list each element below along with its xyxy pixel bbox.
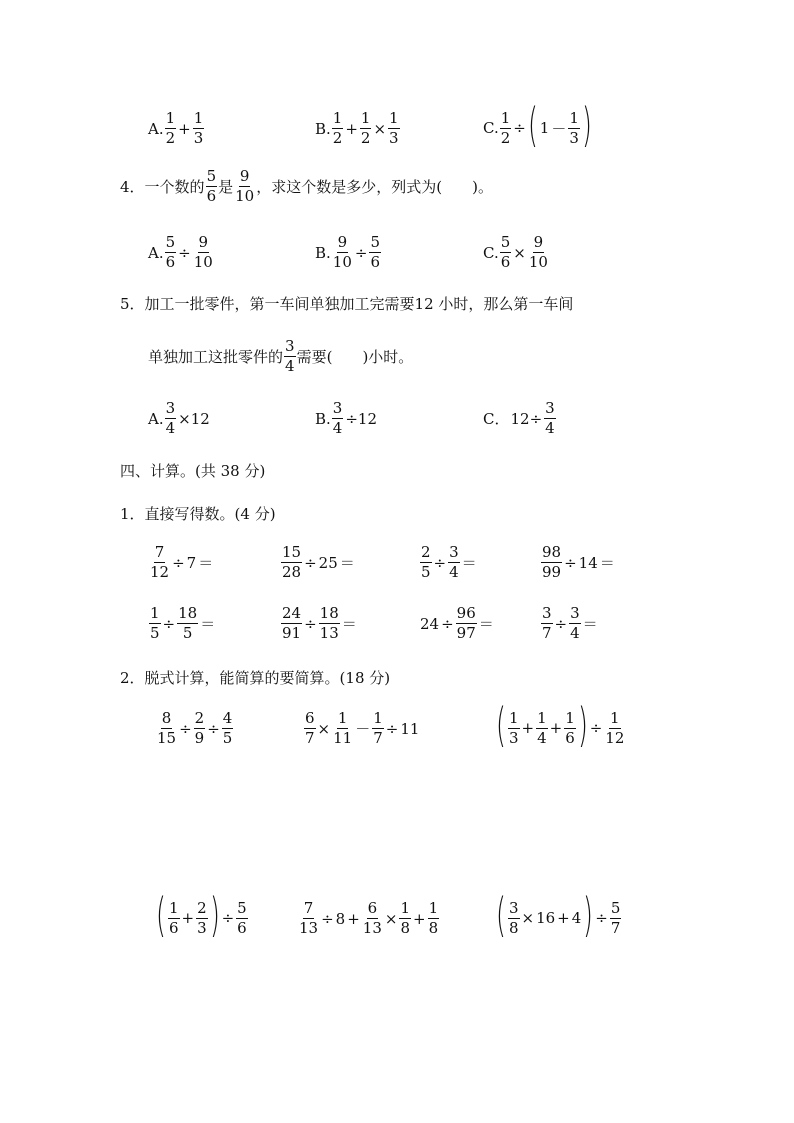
- plus-sign: +: [347, 909, 360, 928]
- times-sign: ×: [384, 909, 398, 928]
- divide-sign: ÷: [179, 719, 192, 738]
- question-text: 单独加工这批零件的: [148, 347, 284, 366]
- divide-sign: ÷: [513, 119, 526, 137]
- fraction: [196, 900, 208, 937]
- denominator: 10: [528, 253, 548, 271]
- numerator: 1: [332, 109, 343, 127]
- denominator: 4: [165, 419, 176, 437]
- plus-sign: +: [557, 909, 570, 927]
- plus-sign: +: [181, 909, 195, 927]
- fraction: [222, 710, 234, 747]
- fraction: [149, 605, 161, 642]
- numerator: 3: [542, 604, 552, 622]
- option-label: A.: [148, 119, 164, 138]
- numerator: 1: [569, 108, 579, 127]
- numerator: 5: [610, 898, 621, 917]
- denominator: 13: [319, 624, 339, 642]
- expression-tail: ×12: [178, 409, 210, 428]
- numerator: 3: [332, 399, 343, 417]
- part-title-text: 1．直接写得数。(4 分): [120, 505, 276, 523]
- calc-3: [495, 698, 626, 752]
- equals-sign: ＝: [200, 615, 216, 633]
- denominator: 2: [360, 129, 371, 147]
- q5-option-c: [483, 400, 557, 437]
- right-paren: ): [577, 698, 588, 752]
- denominator: 28: [282, 563, 302, 581]
- fraction: [332, 400, 344, 437]
- denominator: 3: [569, 128, 579, 147]
- part-title-text: 2．脱式计算，能简算的要简算。(18 分): [120, 669, 391, 687]
- fraction: [604, 710, 625, 747]
- fraction: [372, 710, 384, 747]
- number: 8: [335, 909, 346, 928]
- question-text: )小时。: [362, 347, 414, 366]
- divide-sign: ÷: [207, 719, 220, 738]
- numerator: 3: [285, 337, 295, 355]
- left-paren: (: [527, 98, 538, 152]
- numerator: 18: [319, 604, 339, 622]
- denominator: 3: [389, 129, 399, 147]
- number: 25: [318, 553, 338, 572]
- fraction: [332, 110, 344, 147]
- numerator: 5: [206, 167, 217, 185]
- equals-sign: ＝: [461, 554, 477, 572]
- q3-option-b: [315, 110, 401, 147]
- mental-math-4: [540, 544, 616, 581]
- denominator: 91: [282, 624, 302, 642]
- fraction: [541, 544, 562, 581]
- section-title-text: 四、计算。(共 38 分): [120, 462, 266, 480]
- denominator: 99: [542, 563, 562, 581]
- fraction: [193, 234, 214, 271]
- fraction: [332, 234, 353, 271]
- option-label: A.: [148, 243, 164, 262]
- numerator: 18: [178, 604, 198, 622]
- numerator: 1: [610, 708, 620, 727]
- divide-sign: ÷: [554, 614, 568, 633]
- denominator: 6: [237, 918, 247, 937]
- left-paren: (: [496, 888, 506, 942]
- option-label: C.: [483, 243, 499, 262]
- number: 7: [186, 553, 197, 572]
- divide-sign: ÷: [385, 719, 399, 738]
- fraction: [610, 900, 622, 937]
- numerator: 9: [337, 233, 348, 251]
- fraction: [156, 710, 177, 747]
- fraction: [388, 110, 400, 147]
- equals-sign: ＝: [198, 554, 214, 572]
- denominator: 4: [545, 419, 555, 437]
- numerator: 1: [360, 109, 371, 127]
- numerator: 6: [305, 709, 315, 727]
- option-label: C.: [483, 119, 499, 137]
- fraction: [428, 900, 440, 937]
- divide-sign: ÷: [564, 553, 577, 572]
- plus-sign: +: [549, 719, 563, 737]
- question-number: 5．: [120, 295, 145, 313]
- plus-sign: +: [413, 909, 426, 928]
- question-text: 需要(: [296, 347, 333, 366]
- denominator: 7: [610, 918, 621, 937]
- fraction: [564, 710, 576, 747]
- q4-option-c: [483, 234, 550, 271]
- right-paren: ): [583, 888, 594, 942]
- numerator: 1: [400, 899, 411, 917]
- divide-sign: ÷: [304, 553, 317, 572]
- equals-sign: ＝: [478, 615, 494, 633]
- mental-math-1: [148, 544, 214, 581]
- divide-sign: ÷: [354, 243, 368, 262]
- option-label: B.: [315, 119, 331, 138]
- question-text: 是: [218, 177, 234, 196]
- numerator: 9: [239, 167, 250, 185]
- fraction: [508, 900, 520, 937]
- denominator: 4: [285, 357, 295, 375]
- equals-sign: ＝: [582, 615, 598, 633]
- numerator: 3: [570, 604, 580, 622]
- question-text: ，求这个数是多少，列式为(: [256, 177, 443, 196]
- expression-head: 12÷: [510, 409, 543, 428]
- fraction: [206, 168, 218, 205]
- right-paren: ): [209, 888, 220, 942]
- calc-1: [155, 710, 234, 747]
- denominator: 5: [222, 729, 233, 747]
- fraction: [281, 605, 302, 642]
- numerator: 1: [337, 709, 348, 727]
- numerator: 8: [161, 709, 172, 727]
- option-label: B.: [315, 243, 331, 262]
- denominator: 6: [500, 253, 511, 271]
- number: 1: [539, 119, 550, 137]
- numerator: 2: [197, 898, 207, 917]
- denominator: 6: [206, 187, 217, 205]
- option-label: C．: [483, 409, 510, 428]
- numerator: 1: [537, 708, 547, 727]
- denominator: 5: [150, 624, 160, 642]
- fraction: [399, 900, 411, 937]
- left-paren: (: [496, 698, 506, 752]
- fraction: [193, 110, 205, 147]
- fraction: [420, 544, 432, 581]
- fraction: [149, 544, 170, 581]
- q4-option-b: [315, 234, 382, 271]
- calc-4: [155, 888, 249, 942]
- numerator: 3: [165, 399, 176, 417]
- numerator: 2: [421, 543, 431, 561]
- denominator: 10: [332, 253, 352, 271]
- question-text: 加工一批零件，第一车间单独加工完需要12 小时，那么第一车间: [144, 295, 574, 313]
- mental-math-5: [148, 605, 216, 642]
- divide-sign: ÷: [321, 909, 334, 928]
- calc-5: [297, 900, 440, 937]
- part-1-title: [120, 504, 276, 524]
- denominator: 7: [305, 729, 315, 747]
- numerator: 3: [449, 543, 459, 561]
- denominator: 7: [373, 729, 383, 747]
- mental-math-8: [540, 605, 599, 642]
- fraction: [568, 110, 580, 147]
- fraction: [360, 110, 372, 147]
- fraction: [500, 110, 512, 147]
- question-number: 4．: [120, 177, 145, 196]
- fraction: [168, 900, 180, 937]
- times-sign: ×: [373, 119, 387, 138]
- denominator: 3: [193, 129, 204, 147]
- denominator: 2: [500, 128, 511, 147]
- question-5-line-2: [148, 338, 413, 375]
- denominator: 4: [449, 563, 459, 581]
- denominator: 12: [605, 728, 625, 747]
- equals-sign: ＝: [341, 615, 357, 633]
- denominator: 7: [542, 624, 552, 642]
- fraction: [177, 605, 198, 642]
- denominator: 6: [370, 253, 381, 271]
- numerator: 1: [150, 604, 160, 622]
- fraction: [298, 900, 319, 937]
- numerator: 2: [194, 709, 205, 727]
- plus-sign: +: [345, 119, 358, 138]
- numerator: 15: [282, 543, 302, 561]
- times-sign: ×: [317, 719, 331, 738]
- numerator: 7: [154, 543, 165, 561]
- denominator: 6: [168, 918, 179, 937]
- divide-sign: ÷: [433, 553, 447, 572]
- divide-sign: ÷: [162, 614, 176, 633]
- denominator: 10: [193, 253, 213, 271]
- fraction: [544, 400, 556, 437]
- fraction: [165, 110, 177, 147]
- answer-blank[interactable]: [442, 177, 472, 197]
- section-title: [120, 461, 265, 481]
- fraction: [448, 544, 460, 581]
- expression-tail: ÷12: [345, 409, 377, 428]
- numerator: 5: [370, 233, 381, 251]
- calc-6: [495, 888, 622, 942]
- numerator: 9: [198, 233, 209, 251]
- left-paren: (: [156, 888, 166, 942]
- answer-blank[interactable]: [332, 347, 362, 367]
- fraction: [456, 605, 477, 642]
- denominator: 6: [565, 728, 575, 747]
- fraction: [369, 234, 381, 271]
- fraction: [284, 338, 296, 375]
- number: 16: [536, 909, 556, 927]
- question-text: )。: [472, 177, 493, 196]
- numerator: 4: [222, 709, 233, 727]
- denominator: 4: [570, 624, 580, 642]
- number: 24: [420, 614, 440, 633]
- fraction: [234, 168, 255, 205]
- denominator: 5: [421, 563, 431, 581]
- right-paren: ): [581, 98, 592, 152]
- question-5-line-1: [120, 294, 573, 314]
- denominator: 3: [508, 728, 519, 747]
- fraction: [508, 710, 520, 747]
- fraction: [194, 710, 206, 747]
- fraction: [281, 544, 302, 581]
- option-label: A.: [148, 409, 164, 428]
- numerator: 24: [282, 604, 302, 622]
- denominator: 11: [333, 729, 353, 747]
- plus-sign: +: [521, 719, 535, 737]
- numerator: 3: [508, 898, 519, 917]
- divide-sign: ÷: [441, 614, 454, 633]
- divide-sign: ÷: [172, 553, 185, 572]
- question-text: 一个数的: [144, 177, 205, 196]
- denominator: 13: [362, 919, 382, 937]
- number: 14: [578, 553, 598, 572]
- fraction: [304, 710, 316, 747]
- times-sign: ×: [521, 909, 535, 927]
- q3-option-c: [483, 98, 593, 152]
- numerator: 1: [193, 109, 204, 127]
- divide-sign: ÷: [304, 614, 317, 633]
- denominator: 10: [235, 187, 255, 205]
- calc-2: [303, 710, 420, 747]
- divide-sign: ÷: [589, 719, 603, 737]
- denominator: 2: [165, 129, 176, 147]
- minus-sign: －: [355, 720, 371, 738]
- fraction: [236, 900, 248, 937]
- numerator: 1: [508, 708, 519, 727]
- number: 11: [400, 719, 420, 738]
- fraction: [362, 900, 383, 937]
- denominator: 8: [428, 919, 439, 937]
- q4-option-a: [148, 234, 215, 271]
- part-2-title: [120, 668, 390, 688]
- option-label: B.: [315, 409, 331, 428]
- denominator: 8: [400, 919, 411, 937]
- numerator: 1: [373, 709, 383, 727]
- numerator: 5: [165, 233, 176, 251]
- numerator: 1: [428, 899, 439, 917]
- fraction: [528, 234, 549, 271]
- divide-sign: ÷: [178, 243, 191, 262]
- fraction: [332, 710, 353, 747]
- numerator: 5: [237, 898, 247, 917]
- fraction: [541, 605, 553, 642]
- divide-sign: ÷: [221, 909, 235, 927]
- fraction: [165, 400, 177, 437]
- denominator: 15: [157, 729, 177, 747]
- equals-sign: ＝: [339, 554, 355, 572]
- denominator: 9: [194, 729, 205, 747]
- mental-math-7: [419, 605, 495, 642]
- denominator: 13: [299, 919, 319, 937]
- numerator: 1: [165, 109, 176, 127]
- numerator: 1: [168, 898, 179, 917]
- fraction: [569, 605, 581, 642]
- numerator: 9: [533, 233, 544, 251]
- equals-sign: ＝: [599, 554, 615, 572]
- minus-sign: －: [551, 119, 567, 138]
- question-4: [120, 168, 493, 205]
- plus-sign: +: [178, 119, 191, 138]
- q5-option-b: [315, 400, 378, 437]
- divide-sign: ÷: [595, 909, 608, 927]
- fraction: [319, 605, 340, 642]
- mental-math-3: [419, 544, 478, 581]
- denominator: 4: [537, 728, 547, 747]
- q5-option-a: [148, 400, 211, 437]
- denominator: 4: [332, 419, 343, 437]
- numerator: 98: [542, 543, 562, 561]
- numerator: 6: [367, 899, 378, 917]
- numerator: 7: [303, 899, 314, 917]
- denominator: 12: [150, 563, 170, 581]
- times-sign: ×: [513, 243, 526, 262]
- q3-option-a: [148, 110, 205, 147]
- denominator: 2: [332, 129, 343, 147]
- denominator: 5: [182, 624, 193, 642]
- denominator: 6: [165, 253, 176, 271]
- fraction: [536, 710, 548, 747]
- number: 4: [571, 909, 582, 927]
- denominator: 97: [456, 624, 476, 642]
- mental-math-2: [280, 544, 356, 581]
- fraction: [500, 234, 512, 271]
- numerator: 5: [500, 233, 511, 251]
- denominator: 3: [197, 918, 207, 937]
- numerator: 3: [545, 399, 555, 417]
- numerator: 1: [500, 108, 511, 127]
- denominator: 8: [508, 918, 519, 937]
- fraction: [165, 234, 177, 271]
- numerator: 1: [565, 708, 575, 727]
- numerator: 96: [456, 604, 476, 622]
- numerator: 1: [389, 109, 399, 127]
- mental-math-6: [280, 605, 358, 642]
